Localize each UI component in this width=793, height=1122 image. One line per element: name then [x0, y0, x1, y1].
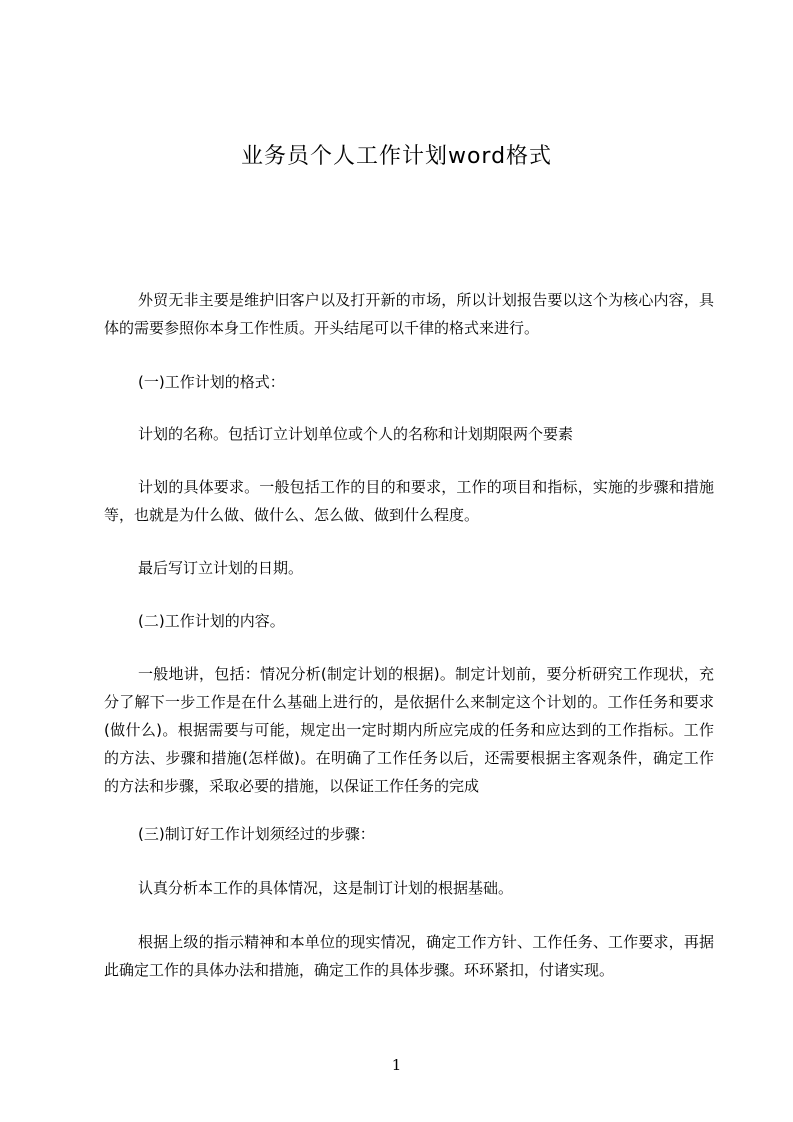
paragraph-plan-date: 最后写订立计划的日期。	[138, 559, 304, 577]
section-heading-2: (二)工作计划的内容。	[138, 612, 285, 630]
section-heading-3: (三)制订好工作计划须经过的步骤：	[138, 825, 375, 843]
page-number: 1	[391, 1056, 402, 1074]
paragraph-steps: 根据上级的指示精神和本单位的现实情况，确定工作方针、工作任务、工作要求，再据此确定工作的具体办法和措施，确定工作的具体步骤。环环紧扣，付诸实现。	[104, 933, 714, 979]
paragraph-plan-content: 一般地讲，包括：情况分析(制定计划的根据)。制定计划前，要分析研究工作现状，充分了解下一步工作是在什么基础上进行的，是依据什么来制定这个计划的。工作任务和要求(做什么)。根据需要与可能，规定出一定时期内所应完成的任务和应达到的工作指标。工作的方法、步骤和措施(怎样做)。在明确了工作任务以后，还需要根据主客观条件，确定工作的方法和步骤，采取必要的措施，以保证工作任务的完成	[104, 665, 714, 795]
section-heading-1: (一)工作计划的格式：	[138, 373, 285, 391]
paragraph-intro: 外贸无非主要是维护旧客户以及打开新的市场，所以计划报告要以这个为核心内容，具体的需要参照你本身工作性质。开头结尾可以千律的格式来进行。	[104, 291, 714, 337]
document-title: 业务员个人工作计划word格式	[240, 144, 553, 169]
paragraph-plan-name: 计划的名称。包括订立计划单位或个人的名称和计划期限两个要素	[138, 425, 574, 443]
paragraph-plan-requirements: 计划的具体要求。一般包括工作的目的和要求，工作的项目和指标，实施的步骤和措施等，也就是为什么做、做什么、怎么做、做到什么程度。	[104, 478, 714, 524]
paragraph-analysis: 认真分析本工作的具体情况，这是制订计划的根据基础。	[138, 879, 514, 897]
